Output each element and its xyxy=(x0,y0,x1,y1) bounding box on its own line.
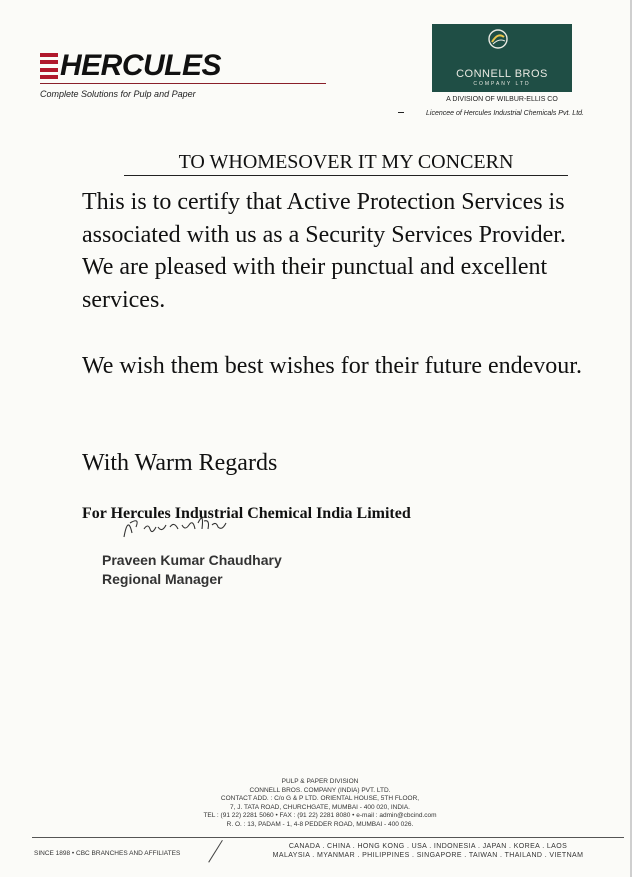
footer-address xyxy=(120,778,520,830)
footer-countries-1: CANADA . CHINA . HONG KONG . USA . INDONESIA . JAPAN . KOREA . LAOS xyxy=(288,843,568,850)
connell-name: CONNELL BROS xyxy=(456,68,548,80)
hercules-stripes-icon xyxy=(40,53,58,79)
handwritten-signature xyxy=(118,505,238,545)
footer-line: PULP & PAPER DIVISION xyxy=(281,778,359,785)
hercules-logo xyxy=(40,48,221,84)
hercules-tagline: Complete Solutions for Pulp and Paper xyxy=(40,89,196,99)
hercules-rule xyxy=(40,83,326,84)
footer-line: TEL : (91 22) 2281 5060 • FAX : (91 22) 2281 8080 • e-mail : admin@cbcind.com xyxy=(203,812,437,820)
signer-block xyxy=(102,551,282,589)
footer-line: 7, J. TATA ROAD, CHURCHGATE, MUMBAI - 400 020, INDIA. xyxy=(230,803,410,811)
connell-licence: Licencee of Hercules Industrial Chemicals Pvt. Ltd. xyxy=(426,110,584,117)
connell-logo xyxy=(432,24,572,92)
body-paragraph-2: We wish them best wishes for their future endevour. xyxy=(82,353,582,379)
hercules-brand: HERCULES xyxy=(60,49,222,82)
globe-emblem-icon xyxy=(487,28,509,50)
connell-sub: COMPANY LTD xyxy=(473,81,531,87)
footer-line: CONTACT ADD. : C/o G & P LTD. ORIENTAL HOUSE, 5TH FLOOR, xyxy=(220,795,420,803)
letter-heading: TO WHOMESOVER IT MY CONCERN xyxy=(178,151,514,173)
footer-line: CONNELL BROS. COMPANY (INDIA) PVT. LTD. xyxy=(249,786,391,794)
footer-rule xyxy=(32,837,624,838)
signer-title: Regional Manager xyxy=(102,571,223,587)
heading-underline xyxy=(124,175,568,176)
connell-division: A DIVISION OF WILBUR-ELLIS CO xyxy=(446,96,558,103)
closing: With Warm Regards xyxy=(82,450,278,476)
footer-countries-2: MALAYSIA . MYANMAR . PHILIPPINES . SINGAPORE . TAIWAN . THAILAND . VIETNAM xyxy=(272,852,584,859)
footer-since: SINCE 1898 • CBC BRANCHES AND AFFILIATES xyxy=(34,850,181,857)
signer-name: Praveen Kumar Chaudhary xyxy=(102,552,282,568)
footer-line: R. O. : 13, PADAM - 1, 4-8 PEDDER ROAD, MUMBAI - 400 026. xyxy=(226,820,414,828)
company-line: For Hercules Industrial Chemical India Limited xyxy=(82,505,411,522)
body-paragraph-1: This is to certify that Active Protection Services is associated with us as a Security Services Provider. We are pleased with their punctual and excellent services. xyxy=(82,189,566,313)
licence-tick xyxy=(398,112,404,113)
